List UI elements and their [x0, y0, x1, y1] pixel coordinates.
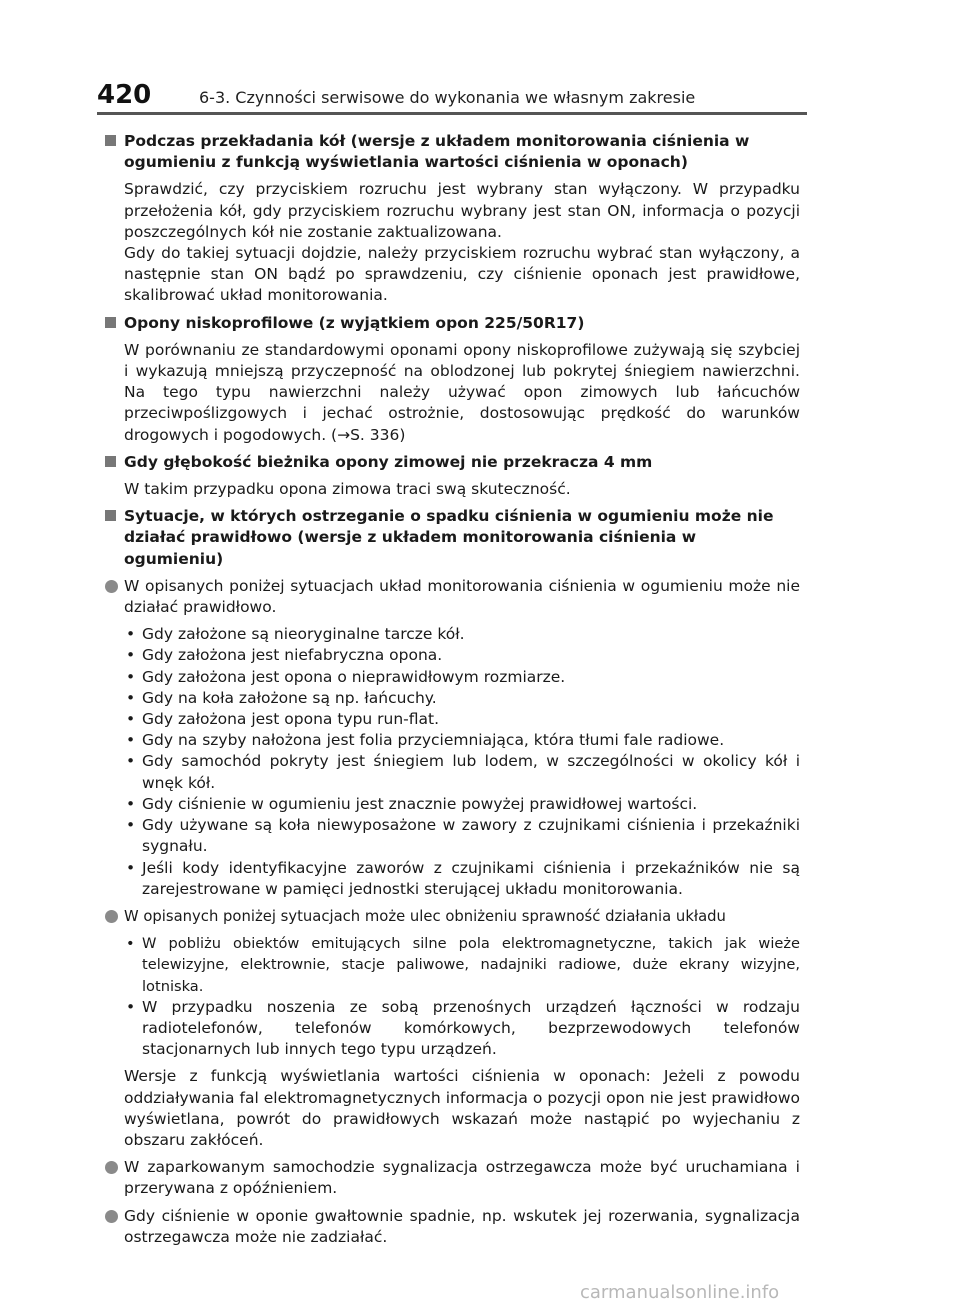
list-item: • Gdy samochód pokryty jest śniegiem lub lodem, w szczególności w okolicy kół i wnęk kół.	[126, 752, 800, 792]
section-title: Sytuacje, w których ostrzeganie o spadku ciśnienia w ogumieniu może nie działać prawidłowo (wersje z układem monitorowania ciśnienia w ogumieniu)	[124, 506, 800, 570]
round-bullet-icon	[105, 910, 118, 923]
paragraph: Gdy do takiej sytuacji dojdzie, należy przyciskiem rozruchu wybrać stan wyłączony, a następnie stan ON bądź po sprawdzeniu, czy ciśnienie oponach jest prawidłowe, skalibrować układ monitorowania.	[124, 244, 800, 305]
section-winter-tread	[124, 452, 800, 500]
list-item: • W przypadku noszenia ze sobą przenośnych urządzeń łączności w rodzaju radiotelefonów, telefonów komórkowych, bezprzewodowych telefonów stacjonarnych lub innych tego typu urządzeń.	[126, 997, 800, 1059]
list-item: • Gdy używane są koła niewyposażone w zawory z czujnikami ciśnienia i przekaźniki sygnału.	[126, 816, 800, 856]
square-bullet-icon	[105, 510, 116, 521]
dot-item: Gdy ciśnienie w oponie gwałtownie spadnie, np. wskutek jej rozerwania, sygnalizacja ostrzegawcza może nie zadziałać.	[124, 1206, 800, 1248]
watermark: carmanualsonline.info	[580, 1282, 780, 1303]
paragraph: Sprawdzić, czy przyciskiem rozruchu jest wybrany stan wyłączony. W przypadku przełożenia kół, gdy przyciskiem rozruchu wybrany jest stan ON, informacja o pozycji poszczególnych kół nie zostanie zaktualizowana.	[124, 180, 800, 241]
square-bullet-icon	[105, 135, 116, 146]
page-header	[97, 80, 807, 116]
section-title: Opony niskoprofilowe (z wyjątkiem opon 225/50R17)	[124, 313, 800, 334]
list-item: • Gdy ciśnienie w ogumieniu jest znacznie powyżej prawidłowej wartości.	[126, 794, 698, 813]
section-warning-malfunction	[124, 506, 800, 1248]
paragraph: W takim przypadku opona zimowa traci swą skuteczność.	[124, 480, 571, 499]
round-bullet-icon	[105, 1210, 118, 1223]
section-low-profile-tires	[124, 313, 800, 446]
page-content	[124, 131, 800, 1254]
bullet-list	[124, 624, 800, 900]
section-title: Gdy głębokość bieżnika opony zimowej nie przekracza 4 mm	[124, 452, 800, 473]
page-number: 420	[97, 80, 152, 110]
round-bullet-icon	[105, 1161, 118, 1174]
bullet-list	[124, 933, 800, 1060]
list-item: • Gdy na szyby nałożona jest folia przyciemniająca, która tłumi fale radiowe.	[126, 731, 725, 750]
square-bullet-icon	[105, 456, 116, 467]
list-item: • Gdy założona jest opona typu run-flat.	[126, 710, 440, 729]
dot-item: W opisanych poniżej sytuacjach może ulec obniżeniu sprawność działania układu • W pobliżu obiektów emitujących silne pola elektromagnetyczne, takich jak wieże telewizyjne, elektrownie, stacje paliwowe, nadajniki radiowe, duże ekrany wizyjne, lotniska. • W przypadku noszenia ze sobą przenośnych urządzeń łączności w rodzaju radiotelefonów, telefonów komórkowych, bezprzewodowych telefonów stacjonarnych lub innych tego typu urządzeń. Wersje z funkcją wyświetlania wartości ciśnienia w oponach: Jeżeli z powodu oddziaływania fal elektromagnetycznych informacja o pozycji opon nie jest prawidłowo wyświetlana, powrót do prawidłowych wskazań może nastąpić po wyjechaniu z obszaru zakłóceń.	[124, 906, 800, 1151]
list-item: • Gdy założona jest niefabryczna opona.	[126, 646, 443, 665]
dot-item: W opisanych poniżej sytuacjach układ monitorowania ciśnienia w ogumieniu może nie działać prawidłowo. • Gdy założone są nieoryginalne tarcze kół. • Gdy założona jest niefabryczna opona. • Gdy założona jest opona o nieprawidłowym rozmiarze. • Gdy na koła założone są np. łańcuchy. • Gdy założona jest opona typu run-flat. • Gdy na szyby nałożona jest folia przyciemniająca, która tłumi fale radiowe. • Gdy samochód pokryty jest śniegiem lub lodem, w szczególności w okolicy kół i wnęk kół. • Gdy ciśnienie w ogumieniu jest znacznie powyżej prawidłowej wartości. • Gdy używane są koła niewyposażone w zawory z czujnikami ciśnienia i przekaźniki sygnału. • Jeśli kody identyfikacyjne zaworów z czujnikami ciśnienia i przekaźników nie są zarejestrowane w pamięci jednostki sterującej układu monitorowania.	[124, 576, 800, 900]
chapter-title: 6-3. Czynności serwisowe do wykonania we własnym zakresie	[199, 88, 696, 107]
dot-item: W zaparkowanym samochodzie sygnalizacja ostrzegawcza może być uruchamiana i przerywana z opóźnieniem.	[124, 1157, 800, 1199]
list-item: • Gdy założona jest opona o nieprawidłowym rozmiarze.	[126, 667, 566, 686]
list-item: • W pobliżu obiektów emitujących silne pola elektromagnetyczne, takich jak wieże telewizyjne, elektrownie, stacje paliwowe, nadajniki radiowe, duże ekrany wizyjne, lotniska.	[126, 935, 800, 995]
list-item: • Gdy na koła założone są np. łańcuchy.	[126, 688, 437, 707]
round-bullet-icon	[105, 580, 118, 593]
square-bullet-icon	[105, 317, 116, 328]
list-item: • Gdy założone są nieoryginalne tarcze kół.	[126, 625, 465, 644]
paragraph: W porównaniu ze standardowymi oponami opony niskoprofilowe zużywają się szybciej i wykazują mniejszą przyczepność na oblodzonej lub pokrytej śniegiem nawierzchni. Na tego typu nawierzchni należy używać opon zimowych lub łańcuchów przeciwpoślizgowych i jechać ostrożnie, dostosowując prędkość do warunków drogowych i pogodowych. (→S. 336)	[124, 340, 800, 444]
header-rule	[97, 112, 807, 115]
section-title: Podczas przekładania kół (wersje z układem monitorowania ciśnienia w ogumieniu z funkcją wyświetlania wartości ciśnienia w oponach)	[124, 131, 800, 173]
section-wheel-swap	[124, 131, 800, 307]
list-item: • Jeśli kody identyfikacyjne zaworów z czujnikami ciśnienia i przekaźników nie są zarejestrowane w pamięci jednostki sterującej układu monitorowania.	[126, 858, 800, 898]
